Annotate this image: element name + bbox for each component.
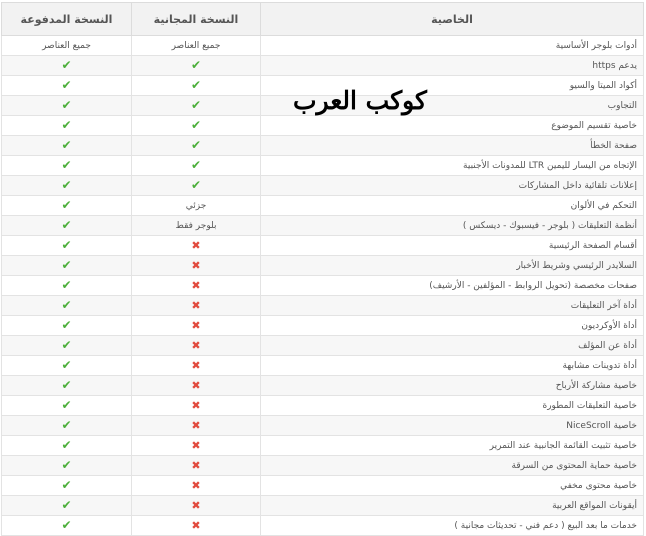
table-row	[2, 416, 644, 436]
feature-name: خاصية محتوى مخفي	[261, 476, 644, 496]
feature-name: السلايدر الرئيسي وشريط الأخبار	[261, 256, 644, 276]
check-icon: ✔	[61, 218, 72, 232]
check-icon: ✔	[190, 118, 202, 132]
table-row	[2, 176, 644, 196]
feature-name: أنظمة التعليقات ( بلوجر - فيسبوك - ديسكس )	[261, 216, 644, 236]
check-icon: ✔	[190, 58, 202, 72]
cross-icon: ✖	[191, 399, 201, 412]
free-version-cell	[132, 256, 261, 276]
paid-version-cell	[2, 516, 132, 536]
check-icon: ✔	[61, 518, 72, 532]
paid-version-cell	[2, 456, 132, 476]
check-icon: ✔	[190, 178, 202, 192]
table-row	[2, 36, 644, 56]
table-header-row	[2, 3, 644, 36]
paid-version-cell	[2, 36, 132, 56]
table-row	[2, 476, 644, 496]
free-version-cell	[132, 96, 261, 116]
feature-name: أكواد الميتا والسيو	[261, 76, 644, 96]
check-icon: ✔	[190, 138, 202, 152]
free-version-cell	[132, 516, 261, 536]
free-version-cell	[132, 476, 261, 496]
check-icon: ✔	[61, 418, 72, 432]
check-icon: ✔	[61, 198, 72, 212]
feature-name: الإتجاه من اليسار لليمين LTR للمدونات الأجنبية	[261, 156, 644, 176]
free-version-cell	[132, 336, 261, 356]
feature-name: أيقونات المواقع العربية	[261, 496, 644, 516]
cross-icon: ✖	[191, 519, 201, 532]
cross-icon: ✖	[191, 279, 201, 292]
feature-name: أداة الأوكرديون	[261, 316, 644, 336]
check-icon: ✔	[61, 338, 72, 352]
paid-version-cell	[2, 136, 132, 156]
check-icon: ✔	[61, 458, 72, 472]
paid-version-cell	[2, 196, 132, 216]
free-version-cell	[132, 376, 261, 396]
check-icon: ✔	[61, 498, 72, 512]
check-icon: ✔	[61, 278, 72, 292]
free-version-cell	[132, 136, 261, 156]
feature-name: أدوات بلوجر الأساسية	[261, 36, 644, 56]
free-version-cell	[132, 296, 261, 316]
paid-version-cell	[2, 116, 132, 136]
check-icon: ✔	[61, 358, 72, 372]
table-row	[2, 276, 644, 296]
free-version-cell	[132, 56, 261, 76]
watermark-text: كوكب العرب	[293, 86, 427, 115]
paid-version-cell	[2, 176, 132, 196]
table-row	[2, 356, 644, 376]
cross-icon: ✖	[191, 419, 201, 432]
feature-name: صفحة الخطأ	[261, 136, 644, 156]
check-icon: ✔	[61, 378, 72, 392]
table-row	[2, 516, 644, 536]
header-free-version: النسخة المجانية	[132, 3, 261, 36]
feature-name: خاصية حماية المحتوى من السرقة	[261, 456, 644, 476]
free-version-cell	[132, 156, 261, 176]
feature-name: خاصية التعليقات المطورة	[261, 396, 644, 416]
cross-icon: ✖	[191, 439, 201, 452]
cross-icon: ✖	[191, 499, 201, 512]
paid-version-cell	[2, 356, 132, 376]
cross-icon: ✖	[191, 379, 201, 392]
feature-name: خاصية مشاركة الأرباح	[261, 376, 644, 396]
cross-icon: ✖	[191, 319, 201, 332]
free-version-cell	[132, 496, 261, 516]
check-icon: ✔	[61, 58, 72, 72]
header-paid-version: النسخة المدفوعة	[2, 3, 132, 36]
free-version-cell	[132, 436, 261, 456]
paid-version-cell	[2, 376, 132, 396]
free-version-cell	[132, 316, 261, 336]
feature-name: يدعم https	[261, 56, 644, 76]
table-row	[2, 436, 644, 456]
paid-version-cell	[2, 216, 132, 236]
check-icon: ✔	[190, 98, 202, 112]
free-version-cell	[132, 396, 261, 416]
check-icon: ✔	[61, 478, 72, 492]
table-row	[2, 56, 644, 76]
cross-icon: ✖	[191, 459, 201, 472]
cross-icon: ✖	[191, 339, 201, 352]
paid-version-cell	[2, 156, 132, 176]
check-icon: ✔	[61, 438, 72, 452]
paid-version-cell	[2, 76, 132, 96]
table-row	[2, 336, 644, 356]
table-row	[2, 316, 644, 336]
cross-icon: ✖	[191, 299, 201, 312]
table-row	[2, 496, 644, 516]
table-row	[2, 136, 644, 156]
cross-icon: ✖	[191, 359, 201, 372]
check-icon: ✔	[61, 98, 72, 112]
check-icon: ✔	[61, 258, 72, 272]
free-version-cell	[132, 416, 261, 436]
feature-name: أداة آخر التعليقات	[261, 296, 644, 316]
check-icon: ✔	[61, 398, 72, 412]
paid-version-cell	[2, 496, 132, 516]
check-icon: ✔	[190, 78, 202, 92]
table-row	[2, 396, 644, 416]
check-icon: ✔	[190, 158, 202, 172]
paid-version-cell	[2, 316, 132, 336]
feature-name: إعلانات تلقائية داخل المشاركات	[261, 176, 644, 196]
paid-version-cell	[2, 296, 132, 316]
paid-version-cell	[2, 336, 132, 356]
free-version-value: جميع العناصر	[171, 40, 221, 51]
table-row	[2, 456, 644, 476]
table-row	[2, 256, 644, 276]
feature-name: خدمات ما بعد البيع ( دعم فني - تحديثات مجانية )	[261, 516, 644, 536]
check-icon: ✔	[61, 158, 72, 172]
paid-version-cell	[2, 476, 132, 496]
free-version-cell	[132, 76, 261, 96]
free-version-cell	[132, 356, 261, 376]
paid-version-cell	[2, 436, 132, 456]
check-icon: ✔	[61, 238, 72, 252]
free-version-cell	[132, 216, 261, 236]
table-row	[2, 216, 644, 236]
feature-name: أقسام الصفحة الرئيسية	[261, 236, 644, 256]
free-version-cell	[132, 176, 261, 196]
free-version-cell	[132, 276, 261, 296]
paid-version-cell	[2, 236, 132, 256]
free-version-value: بلوجر فقط	[175, 220, 217, 231]
feature-name: أداة عن المؤلف	[261, 336, 644, 356]
check-icon: ✔	[61, 318, 72, 332]
table-row	[2, 296, 644, 316]
check-icon: ✔	[61, 138, 72, 152]
free-version-cell	[132, 196, 261, 216]
check-icon: ✔	[61, 178, 72, 192]
cross-icon: ✖	[191, 239, 201, 252]
feature-name: التجاوب	[261, 96, 644, 116]
table-row	[2, 236, 644, 256]
feature-comparison-table	[1, 2, 644, 536]
table-row	[2, 116, 644, 136]
paid-version-cell	[2, 56, 132, 76]
free-version-cell	[132, 116, 261, 136]
free-version-cell	[132, 456, 261, 476]
cross-icon: ✖	[191, 259, 201, 272]
feature-name: خاصية NiceScroll	[261, 416, 644, 436]
paid-version-cell	[2, 276, 132, 296]
table-row	[2, 196, 644, 216]
feature-name: خاصية تقسيم الموضوع	[261, 116, 644, 136]
free-version-cell	[132, 236, 261, 256]
paid-version-cell	[2, 396, 132, 416]
header-feature: الخاصية	[261, 3, 644, 36]
feature-name: صفحات مخصصة (تحويل الروابط - المؤلفين - الأرشيف)	[261, 276, 644, 296]
feature-name: خاصية تثبيت القائمة الجانبية عند التمرير	[261, 436, 644, 456]
free-version-cell	[132, 36, 261, 56]
check-icon: ✔	[61, 298, 72, 312]
check-icon: ✔	[61, 118, 72, 132]
table-row	[2, 156, 644, 176]
cross-icon: ✖	[191, 479, 201, 492]
feature-name: التحكم في الألوان	[261, 196, 644, 216]
feature-name: أداة تدوينات مشابهة	[261, 356, 644, 376]
table-row	[2, 376, 644, 396]
free-version-value: جزئي	[185, 200, 207, 211]
paid-version-cell	[2, 96, 132, 116]
paid-version-cell	[2, 256, 132, 276]
check-icon: ✔	[61, 78, 72, 92]
paid-version-value: جميع العناصر	[42, 40, 91, 51]
paid-version-cell	[2, 416, 132, 436]
